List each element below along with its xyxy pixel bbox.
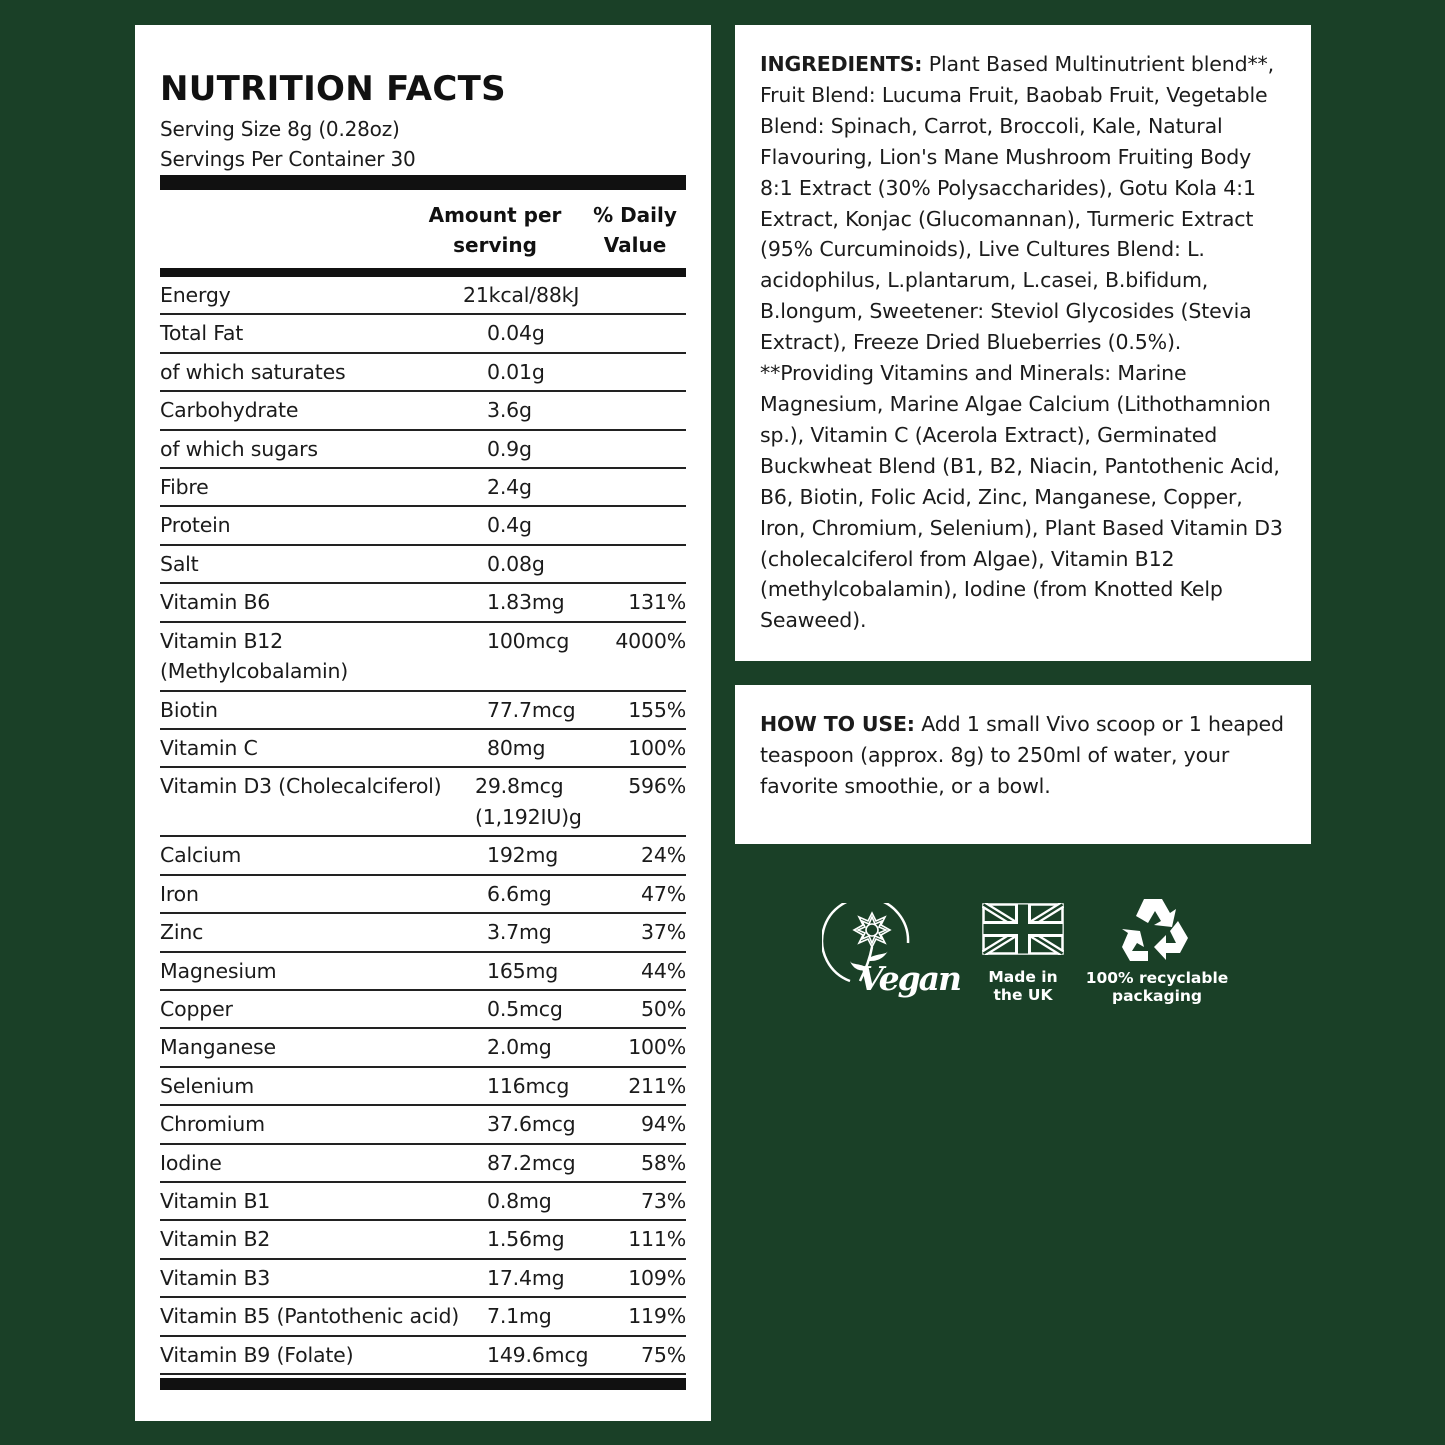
nutrient-amount (487, 434, 627, 465)
nutrient-row (160, 876, 686, 914)
nutrient-amount-text: 77.7mcg (487, 697, 576, 722)
thick-divider-top (160, 175, 686, 190)
nutrient-daily-value: 37% (641, 920, 686, 945)
nutrient-row (160, 991, 686, 1029)
nutrient-name (160, 1340, 470, 1371)
serving-size: Serving Size 8g (0.28oz) (160, 117, 400, 141)
nutrient-name (160, 695, 470, 726)
nutrient-amount-text: 2.4g (487, 475, 532, 499)
nutrient-daily-value: 24% (641, 843, 686, 868)
nutrient-daily-value: 75% (641, 1342, 686, 1367)
nutrient-row (160, 546, 686, 584)
nutrient-row (160, 1260, 686, 1298)
nutrient-name (160, 733, 470, 764)
nutrient-row (160, 315, 686, 353)
nutrient-name (160, 395, 470, 426)
nutrient-name (160, 1301, 470, 1332)
nutrient-daily-value: 211% (628, 1073, 686, 1098)
how-to-use-paragraph (760, 709, 1290, 802)
nutrient-name-text: Biotin (160, 697, 218, 722)
made-in-uk-caption (962, 968, 1084, 1004)
nutrient-name (160, 510, 470, 541)
nutrient-name-text: Salt (160, 551, 199, 576)
nutrient-row (160, 768, 686, 837)
nutrient-row (160, 431, 686, 469)
nutrient-amount-text: 80mg (487, 736, 546, 760)
nutrient-amount-text: 0.4g (487, 513, 532, 538)
made-in-uk-line1: Made in (988, 968, 1058, 986)
made-in-uk-line2: the UK (993, 986, 1053, 1004)
nutrient-amount-text: 1.83mg (487, 590, 565, 615)
nutrient-name-text: Protein (160, 513, 231, 538)
nutrient-name (160, 280, 470, 311)
nutrient-name-text: of which sugars (160, 436, 318, 461)
nutrient-amount-text: 100mcg (487, 628, 570, 653)
nutrient-amount-text: 149.6mcg (487, 1342, 589, 1367)
vegan-badge (822, 903, 961, 1013)
nutrient-amount-text-line2: (1,192IU)g (475, 804, 582, 829)
nutrient-amount-text: 17.4mg (487, 1265, 565, 1290)
nutrient-amount-text: 0.8mg (487, 1189, 552, 1213)
nutrient-daily-value: 131% (628, 590, 686, 615)
nutrient-amount-text: 0.08g (487, 551, 545, 576)
nutrient-daily-value: 73% (641, 1189, 686, 1213)
nutrient-daily-value: 100% (628, 1035, 686, 1060)
nutrient-row (160, 730, 686, 768)
nutrient-name-text: Iron (160, 881, 199, 906)
nutrient-name-text: Carbohydrate (160, 398, 299, 423)
nutrient-row (160, 837, 686, 875)
nutrient-amount-text: 0.04g (487, 321, 545, 346)
nutrient-amount (487, 318, 627, 349)
amount-header-line1: Amount per (428, 203, 562, 227)
nutrient-name (160, 1032, 470, 1063)
nutrient-amount-text: 192mg (487, 843, 559, 868)
nutrient-amount (487, 510, 627, 541)
ingredients-panel (735, 25, 1311, 661)
nutrient-name-text: Total Fat (160, 321, 244, 346)
nutrient-row (160, 1298, 686, 1336)
nutrient-name-text: of which saturates (160, 359, 346, 384)
nutrient-row (160, 914, 686, 952)
nutrient-daily-value: 109% (628, 1265, 686, 1290)
nutrient-amount-text: 6.6mg (487, 881, 552, 906)
nutrient-amount-text: 0.9g (487, 436, 532, 461)
nutrient-name-text: Selenium (160, 1073, 254, 1098)
daily-value-header (585, 200, 685, 260)
nutrient-row (160, 584, 686, 622)
nutrient-name-text: Chromium (160, 1112, 265, 1137)
nutrient-amount (487, 472, 627, 503)
nutrient-row (160, 277, 686, 315)
nutrient-name-text-line2: (Methylcobalamin) (160, 659, 349, 684)
recyclable-line1: 100% recyclable (1085, 969, 1229, 987)
nutrient-amount-text: 3.6g (487, 398, 532, 423)
nutrient-row (160, 1337, 686, 1375)
nutrient-name (160, 840, 470, 871)
nutrient-name (160, 434, 470, 465)
nutrient-amount-text: 29.8mcg (475, 774, 564, 799)
nutrient-daily-value: 111% (628, 1227, 686, 1252)
thick-divider-bottom (160, 1378, 686, 1390)
nutrition-title: NUTRITION FACTS (160, 69, 506, 109)
nutrient-name-text: Vitamin B6 (160, 590, 271, 615)
nutrient-name (160, 1263, 470, 1294)
nutrient-amount-text: 21kcal/88kJ (463, 283, 580, 307)
nutrient-name-text: Vitamin D3 (Cholecalciferol) (160, 774, 442, 799)
nutrient-name (160, 1109, 470, 1140)
nutrient-row (160, 469, 686, 507)
ingredients-paragraph (760, 49, 1290, 636)
nutrient-amount-text: 165mg (487, 958, 559, 983)
nutrient-amount-text: 2.0mg (487, 1035, 552, 1060)
nutrient-daily-value: 50% (641, 997, 686, 1021)
nutrient-row (160, 392, 686, 430)
nutrient-name-text: Calcium (160, 843, 242, 868)
nutrient-daily-value: 100% (628, 736, 686, 760)
nutrient-name-text: Vitamin B3 (160, 1265, 271, 1290)
nutrient-amount (487, 549, 627, 580)
nutrient-name (160, 318, 470, 349)
nutrient-row (160, 1183, 686, 1221)
nutrient-name (160, 1148, 470, 1179)
nutrient-row (160, 1106, 686, 1144)
recyclable-line2: packaging (1111, 987, 1203, 1005)
nutrient-daily-value: 94% (641, 1112, 686, 1137)
nutrient-amount-text: 37.6mcg (487, 1112, 576, 1137)
nutrition-facts-panel (135, 25, 711, 1421)
nutrient-name-text: Vitamin B12 (160, 628, 283, 653)
nutrient-name-text: Vitamin B5 (Pantothenic acid) (160, 1304, 460, 1329)
nutrient-name (160, 917, 470, 948)
nutrient-row (160, 1029, 686, 1067)
nutrient-name (160, 626, 470, 687)
nutrient-amount (463, 280, 623, 311)
nutrient-name (160, 587, 470, 618)
nutrient-daily-value: 596% (628, 774, 686, 799)
nutrient-name-text: Vitamin B9 (Folate) (160, 1342, 354, 1367)
nutrient-name (160, 771, 470, 802)
nutrient-daily-value: 47% (641, 881, 686, 906)
nutrient-name-text: Magnesium (160, 958, 277, 983)
nutrient-daily-value: 4000% (615, 628, 686, 653)
nutrient-row (160, 623, 686, 692)
amount-header-line2: serving (453, 233, 537, 257)
dv-header-line1: % Daily (593, 203, 677, 227)
nutrient-name (160, 472, 470, 503)
nutrient-name (160, 879, 470, 910)
nutrient-name (160, 1071, 470, 1102)
nutrient-row (160, 354, 686, 392)
nutrient-name-text: Vitamin B1 (160, 1189, 271, 1213)
nutrient-daily-value: 44% (641, 958, 686, 983)
nutrient-name-text: Zinc (160, 920, 204, 945)
recycle-icon (1118, 895, 1194, 965)
nutrient-name-text: Copper (160, 997, 233, 1021)
nutrient-name (160, 357, 470, 388)
nutrient-amount-text: 116mcg (487, 1073, 570, 1098)
nutrient-row (160, 1145, 686, 1183)
nutrient-name-text: Vitamin C (160, 736, 258, 760)
nutrient-amount-text: 1.56mg (487, 1227, 565, 1252)
nutrient-amount (487, 357, 627, 388)
nutrient-amount-text: 0.01g (487, 359, 545, 384)
dv-header-line2: Value (603, 233, 667, 257)
nutrient-amount-text: 7.1mg (487, 1304, 552, 1329)
how-to-use-label: HOW TO USE: (760, 712, 915, 736)
servings-per-container: Servings Per Container 30 (160, 147, 416, 171)
nutrient-name-text: Energy (160, 283, 231, 307)
nutrient-amount (487, 395, 627, 426)
nutrient-name (160, 994, 470, 1025)
nutrient-row (160, 1221, 686, 1259)
how-to-use-text: Add 1 small Vivo scoop or 1 heaped teaspoon (approx. 8g) to 250ml of water, your favorite smoothie, or a bowl. (760, 712, 1284, 798)
nutrient-name (160, 1224, 470, 1255)
recyclable-caption (1072, 969, 1242, 1005)
amount-per-serving-header (420, 200, 570, 260)
nutrient-daily-value: 119% (628, 1304, 686, 1329)
nutrient-amount-text: 87.2mcg (487, 1150, 576, 1175)
nutrient-amount-text: 3.7mg (487, 920, 552, 945)
nutrient-name (160, 1186, 470, 1217)
nutrient-name (160, 956, 470, 987)
vegan-logo-text: Vegan (858, 959, 961, 998)
nutrient-name-text: Manganese (160, 1035, 276, 1060)
nutrient-row (160, 692, 686, 730)
nutrient-row (160, 507, 686, 545)
how-to-use-panel (735, 685, 1311, 844)
nutrient-amount-text: 0.5mcg (487, 997, 563, 1021)
nutrient-row (160, 1068, 686, 1106)
nutrient-name (160, 549, 470, 580)
nutrient-name-text: Vitamin B2 (160, 1227, 271, 1252)
ingredients-label: INGREDIENTS: (760, 52, 923, 76)
nutrient-daily-value: 155% (628, 697, 686, 722)
nutrient-name-text: Iodine (160, 1150, 222, 1175)
nutrient-daily-value: 58% (641, 1150, 686, 1175)
union-jack-flag-icon (982, 903, 1064, 955)
ingredients-text: Plant Based Multinutrient blend**, Fruit Blend: Lucuma Fruit, Baobab Fruit, Vegetable Blend: Spinach, Carrot, Broccoli, Kale, Natural Flavouring, Lion's Mane Mushroom Fruiting Body 8:1 Extract (30% Polysaccharides), Gotu Kola 4:1 Extract, Konjac (Glucomannan), Turmeric Extract (95% Curcuminoids), Live Cultures Blend: L. acidophilus, L.plantarum, L.casei, B.bifidum, B.longum, Sweetener: Steviol Glycosides (Stevia Extract), Freeze Dried Blueberries (0.5%). **Providing Vitamins and Minerals: Marine Magnesium, Marine Algae Calcium (Lithothamnion sp.), Vitamin C (Acerola Extract), Germinated Buckwheat Blend (B1, B2, Niacin, Pantothenic Acid, B6, Biotin, Folic Acid, Zinc, Manganese, Copper, Iron, Chromium, Selenium), Plant Based Vitamin D3 (cholecalciferol from Algae), Vitamin B12 (methylcobalamin), Iodine (from Knotted Kelp Seaweed). (760, 52, 1283, 633)
thick-divider-header (160, 268, 686, 277)
nutrient-name-text: Fibre (160, 475, 209, 499)
nutrient-row (160, 953, 686, 991)
